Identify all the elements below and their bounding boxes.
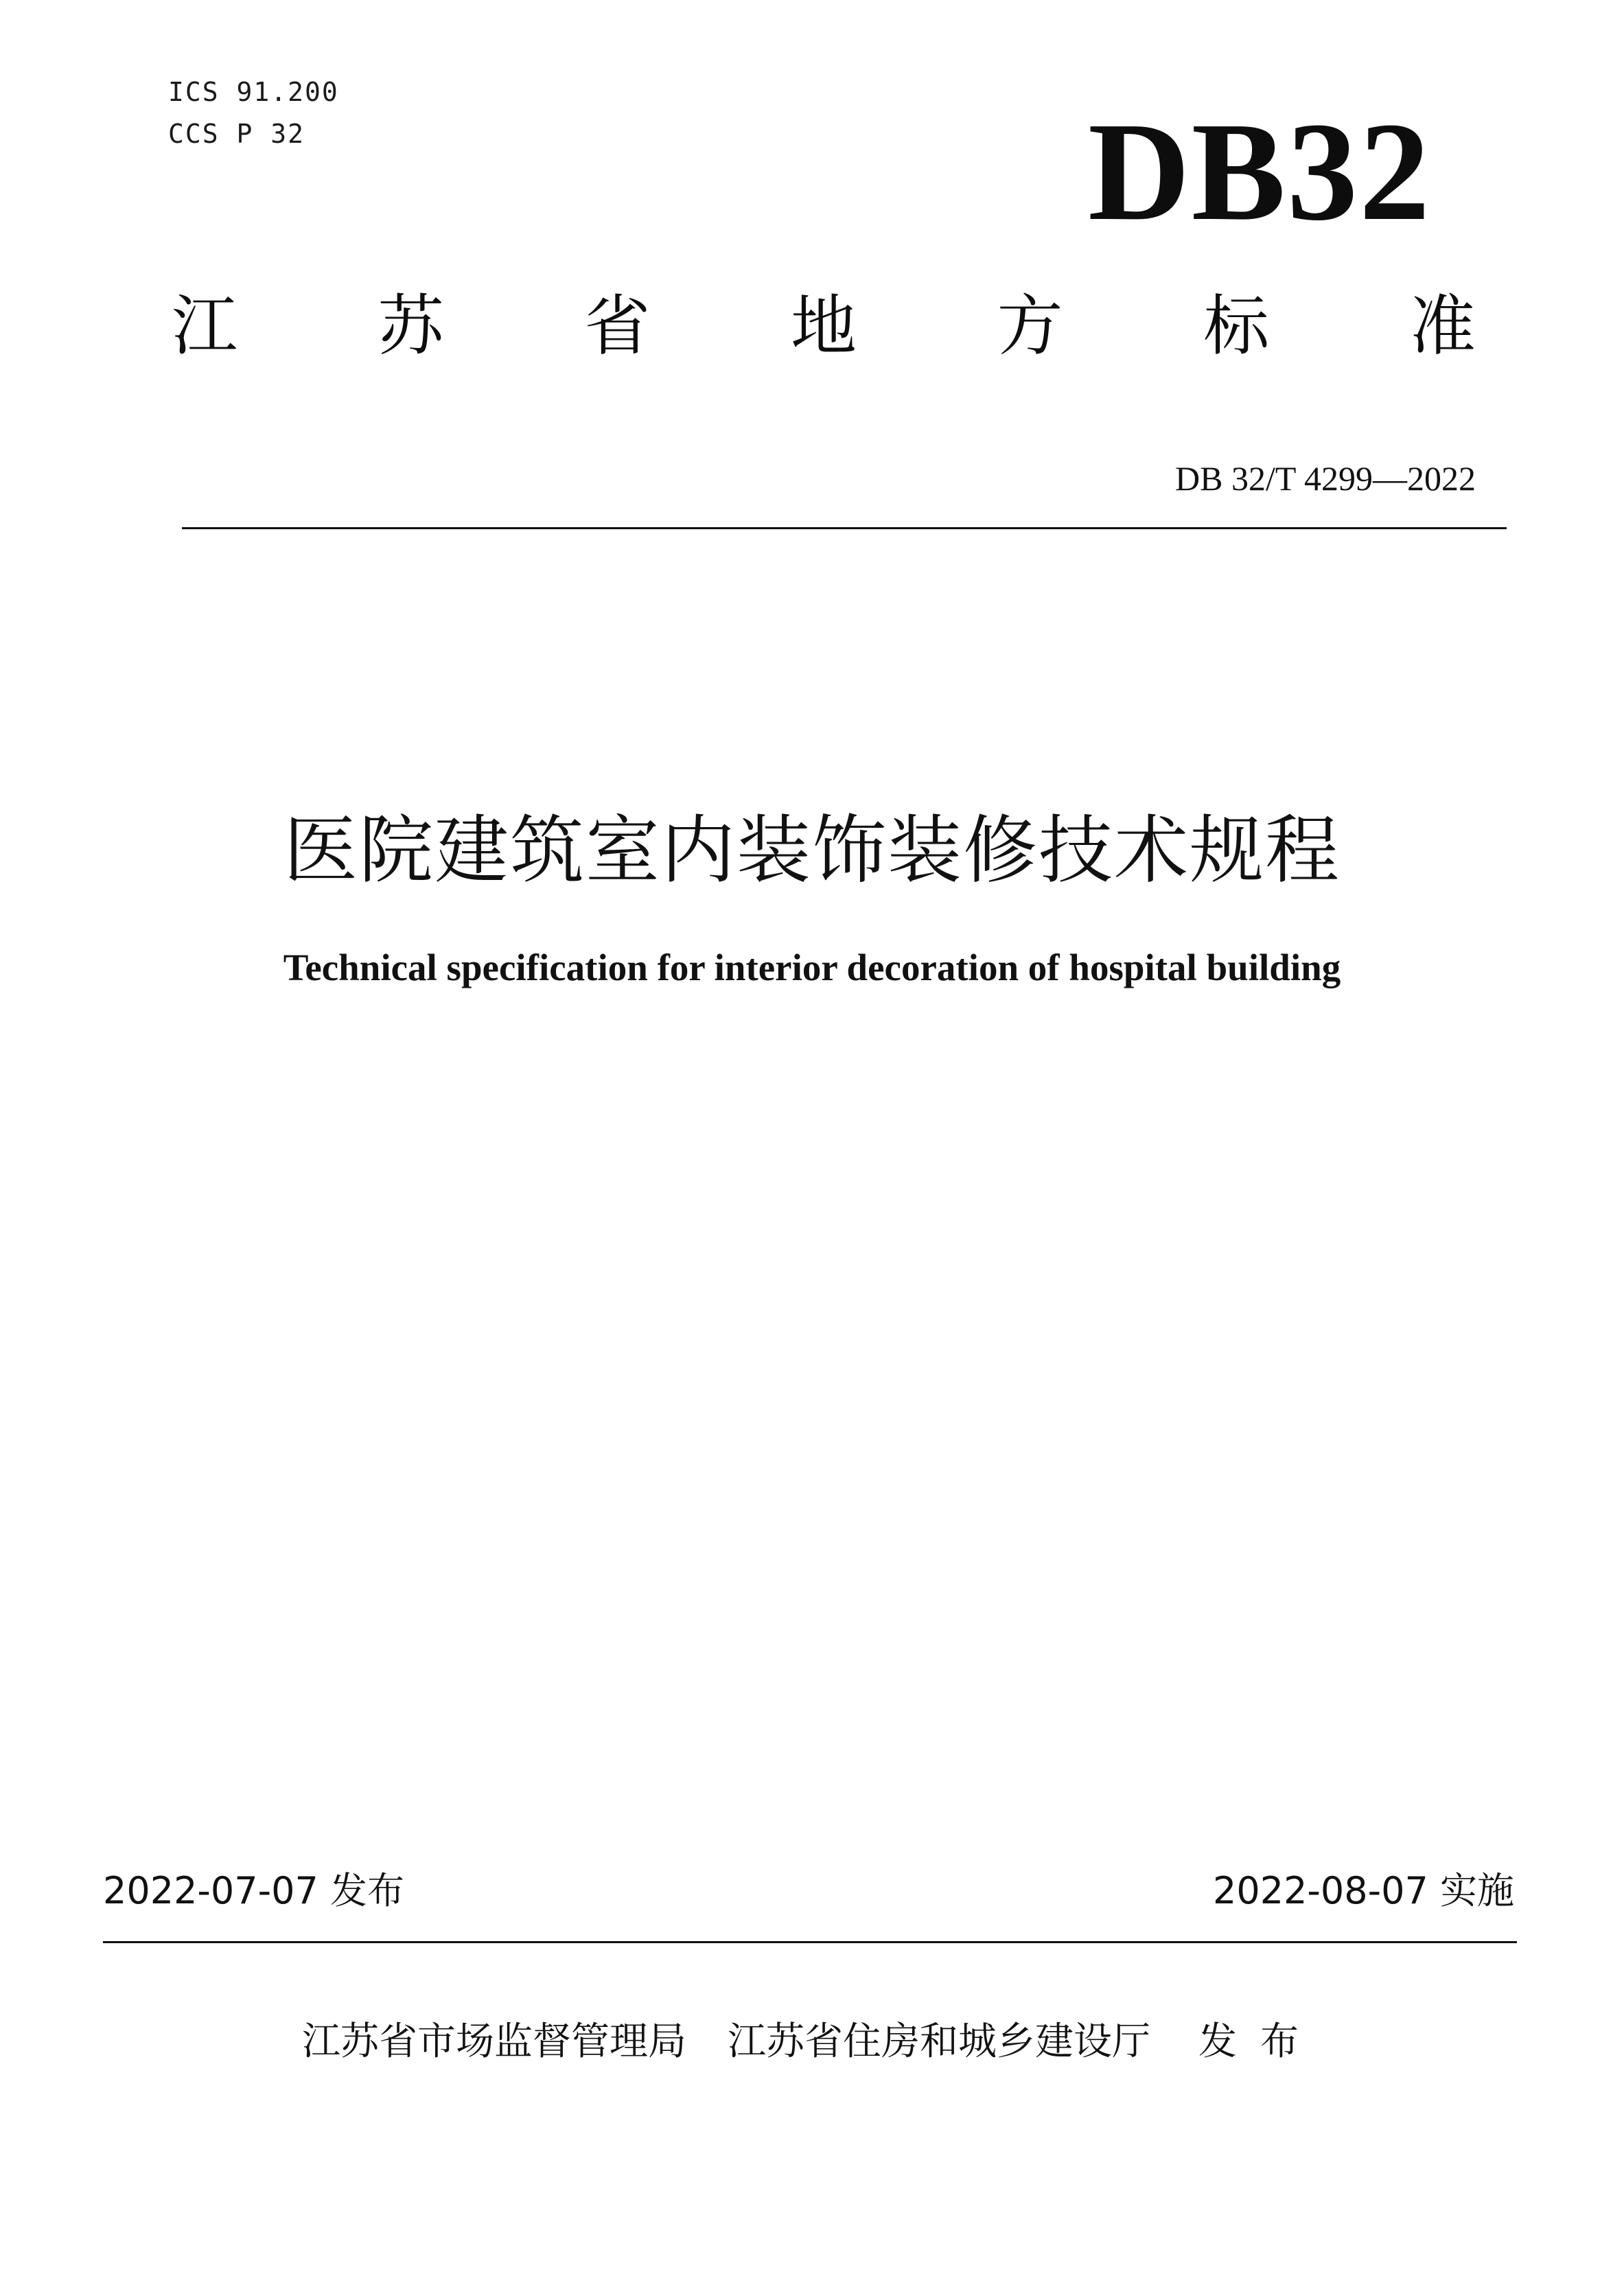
publisher-housing-construction: 江苏省住房和城乡建设厅 — [728, 2019, 1150, 2064]
issue-date: 2022-07-07 发布 — [103, 1869, 404, 1912]
db-standard-mark: DB32 — [1088, 93, 1432, 250]
standard-type-char: 苏 — [378, 288, 444, 364]
standard-type-heading — [172, 288, 1476, 364]
standard-type-char: 省 — [584, 288, 651, 364]
standard-type-char: 准 — [1409, 288, 1476, 364]
ics-code: ICS 91.200 — [168, 77, 339, 107]
standard-type-char: 标 — [1203, 288, 1270, 364]
standard-number: DB 32/T 4299—2022 — [1175, 459, 1476, 498]
title-english: Technical specification for interior decoration of hospital building — [283, 947, 1341, 988]
implementation-date: 2022-08-07 实施 — [1213, 1869, 1514, 1912]
publish-label: 发布 — [1198, 2019, 1322, 2064]
publisher-market-regulation: 江苏省市场监督管理局 — [302, 2019, 686, 2064]
publishers-line — [0, 2015, 1624, 2069]
top-divider — [182, 527, 1507, 529]
standard-type-char: 方 — [997, 288, 1063, 364]
standard-type-char: 地 — [790, 288, 857, 364]
standard-type-char: 江 — [172, 288, 237, 364]
bottom-divider — [103, 1941, 1517, 1943]
title-chinese: 医院建筑室内装饰装修技术规程 — [283, 808, 1341, 894]
ccs-code: CCS P 32 — [168, 119, 305, 149]
